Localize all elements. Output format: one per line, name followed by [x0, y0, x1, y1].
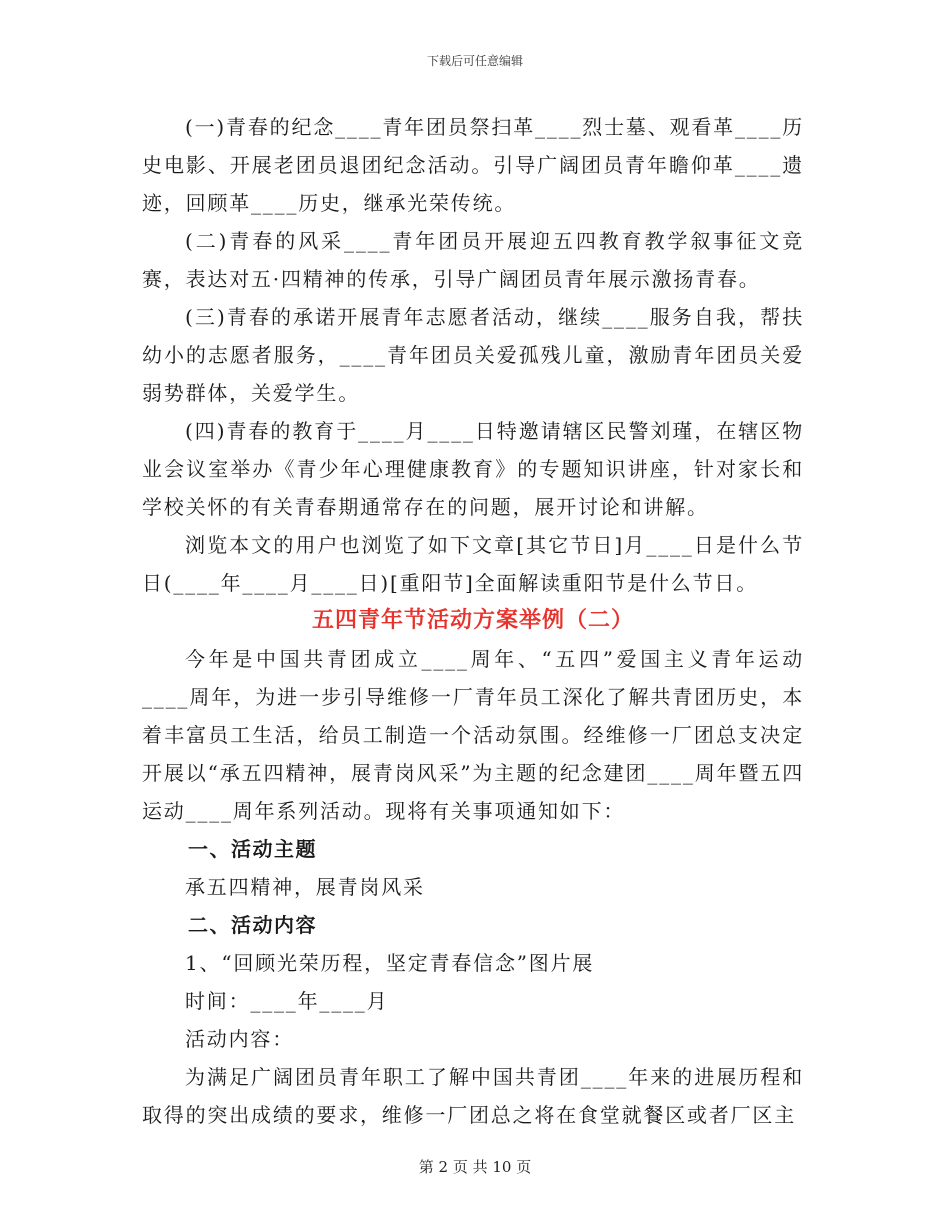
heading-activity-theme: 一、活动主题: [188, 837, 317, 861]
page-header: 下载后可任意编辑: [426, 54, 523, 68]
paragraph-memorial: (一)青春的纪念____青年团员祭扫革____烈士墓、观看革____历史电影、开展老团员退团纪念活动。引导广阔团员青年瞻仰革____遗迹，回顾革____历史，继承光荣传统。: [142, 115, 804, 215]
content-item-1: 1、“回顾光荣历程，坚定青春信念”图片展: [185, 951, 595, 975]
paragraph-promise: (三)青春的承诺开展青年志愿者活动，继续____服务自我，帮扶幼小的志愿者服务，____青年团员关爱孤残儿童，激励青年团员关爱弱势群体，关爱学生。: [142, 305, 804, 405]
time-line: 时间：____年____月: [185, 989, 389, 1013]
activity-theme-text: 承五四精神，展青岗风采: [185, 875, 425, 899]
paragraph-style: (二)青春的风采____青年团员开展迎五四教育教学叙事征文竞赛，表达对五·四精神的传承，引导广阔团员青年展示激扬青春。: [142, 229, 804, 291]
page-footer: 第 2 页 共 10 页: [418, 1158, 532, 1176]
heading-activity-content: 二、活动内容: [188, 913, 317, 937]
document-body: [142, 108, 804, 1134]
content-label: 活动内容：: [185, 1027, 294, 1051]
section-title: 五四青年节活动方案举例（二）: [311, 608, 634, 633]
paragraph-education: (四)青春的教育于____月____日特邀请辖区民警刘瑾，在辖区物业会议室举办《青少年心理健康教育》的专题知识讲座，针对家长和学校关怀的有关青春期通常存在的问题，展开讨论和讲解。: [142, 419, 804, 519]
content-paragraph: 为满足广阔团员青年职工了解中国共青团____年来的进展历程和取得的突出成绩的要求，维修一厂团总之将在食堂就餐区或者厂区主: [142, 1065, 804, 1127]
paragraph-related-articles: 浏览本文的用户也浏览了如下文章[其它节日]月____日是什么节日(____年____月____日)[重阳节]全面解读重阳节是什么节日。: [142, 533, 804, 595]
paragraph-intro: 今年是中国共青团成立____周年、“五四”爱国主义青年运动____周年，为进一步引导维修一厂青年员工深化了解共青团历史，本着丰富员工生活，给员工制造一个活动氛围。经维修一厂团总支决定开展以“承五四精神，展青岗风采”为主题的纪念建团____周年暨五四运动____周年系列活动。现将有关事项通知如下：: [142, 647, 804, 823]
